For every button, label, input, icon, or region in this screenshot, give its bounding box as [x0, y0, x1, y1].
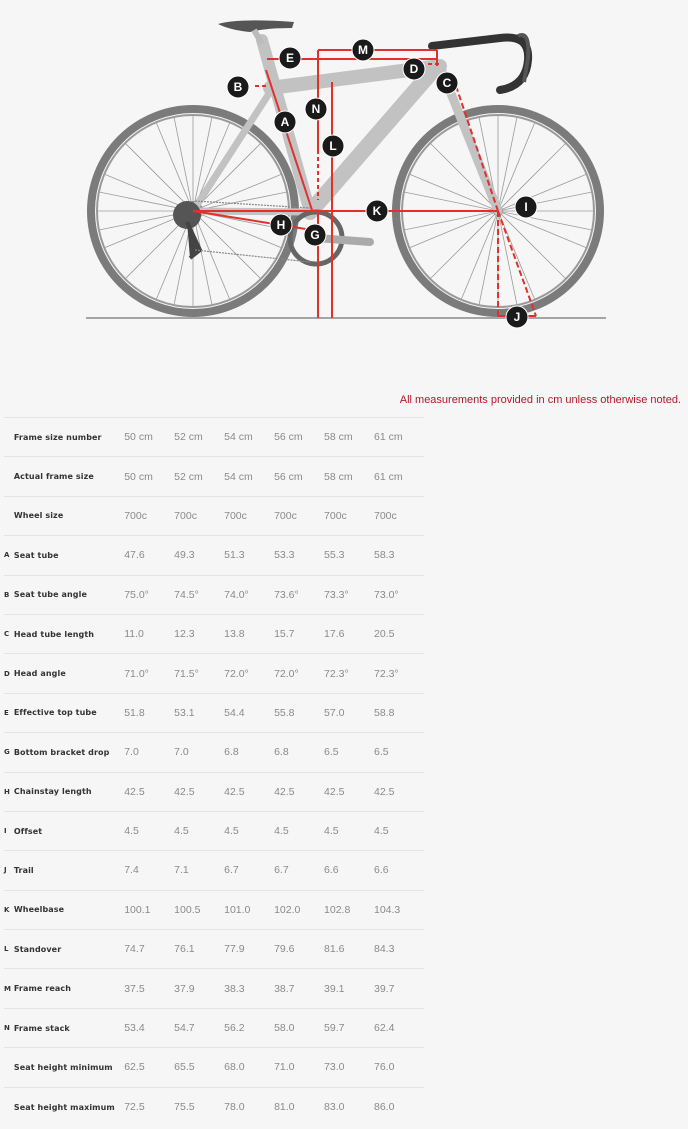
size-value: 81.6 [324, 943, 345, 956]
marker-A [274, 111, 296, 133]
measurement-letter: B [4, 590, 10, 599]
measurement-label: Frame size number [13, 432, 102, 442]
measurement-label: Frame reach [13, 984, 72, 994]
size-value: 86.0 [373, 1101, 395, 1114]
svg-text:E: E [285, 51, 295, 65]
size-value: 58.8 [373, 706, 395, 719]
size-value: 13.8 [224, 628, 245, 641]
table-row [4, 1048, 424, 1087]
measurement-label: Chainstay length [13, 787, 92, 797]
size-value: 72.0° [274, 667, 299, 680]
measurement-letter: N [4, 1024, 10, 1033]
size-value: 6.7 [274, 864, 289, 877]
size-value: 58 cm [324, 431, 353, 444]
measurement-label: Seat height maximum [13, 1102, 115, 1112]
svg-text:K: K [372, 204, 382, 218]
measurement-letter: L [4, 945, 9, 954]
svg-text:B: B [233, 80, 243, 94]
size-value: 68.0 [224, 1061, 245, 1074]
size-value: 17.6 [324, 628, 345, 641]
size-value: 101.0 [224, 903, 251, 916]
size-value: 51.3 [224, 549, 245, 562]
measurement-letter: C [4, 630, 10, 639]
size-value: 100.5 [174, 903, 201, 916]
size-value: 6.6 [373, 864, 389, 877]
size-value: 6.5 [373, 746, 389, 759]
table-row [4, 1087, 424, 1126]
measurement-label: Frame stack [13, 1023, 70, 1033]
size-value: 700c [124, 509, 147, 522]
size-value: 73.0° [373, 588, 399, 601]
size-value: 54.7 [174, 1022, 195, 1035]
marker-E [279, 47, 301, 69]
table-row [4, 969, 424, 1008]
size-value: 81.0 [274, 1101, 295, 1114]
marker-J [506, 306, 528, 328]
svg-text:C: C [442, 76, 452, 90]
size-value: 42.5 [174, 785, 195, 798]
table-row [4, 851, 424, 890]
measurement-label: Standover [13, 944, 62, 954]
size-value: 6.6 [324, 864, 339, 877]
size-value: 50 cm [124, 431, 153, 444]
size-value: 59.7 [324, 1022, 345, 1035]
size-value: 65.5 [174, 1061, 195, 1074]
size-value: 4.5 [174, 825, 189, 838]
size-value: 6.7 [224, 864, 239, 877]
table-row [4, 496, 424, 535]
size-value: 50 cm [124, 470, 153, 483]
table-row [4, 614, 424, 653]
size-value: 42.5 [324, 785, 345, 798]
measurement-letter [4, 457, 14, 496]
size-value: 72.3° [373, 667, 399, 680]
measurement-label: Wheelbase [13, 905, 65, 915]
size-value: 56 cm [274, 470, 303, 483]
size-value: 39.7 [373, 982, 395, 995]
measurement-label: Offset [13, 826, 43, 836]
svg-text:N: N [311, 102, 321, 116]
size-value: 79.6 [274, 943, 295, 956]
size-value: 4.5 [324, 825, 339, 838]
size-value: 53.4 [124, 1022, 145, 1035]
size-value: 700c [373, 509, 397, 522]
size-value: 4.5 [373, 825, 389, 838]
table-row [4, 733, 424, 772]
size-value: 11.0 [124, 628, 144, 641]
size-value: 53.1 [174, 706, 195, 719]
size-value: 54.4 [224, 706, 245, 719]
table-row [4, 418, 424, 457]
measurement-label: Wheel size [13, 511, 64, 521]
size-value: 700c [224, 509, 247, 522]
size-value: 71.5° [174, 667, 199, 680]
size-value: 73.6° [274, 588, 299, 601]
size-value: 84.3 [373, 943, 395, 956]
size-value: 52 cm [174, 470, 203, 483]
svg-text:I: I [524, 200, 528, 214]
size-value: 100.1 [124, 903, 151, 916]
size-value: 78.0 [224, 1101, 245, 1114]
marker-B [227, 76, 249, 98]
table-row [4, 457, 424, 496]
size-value: 49.3 [174, 549, 195, 562]
size-value: 55.3 [324, 549, 345, 562]
measurement-label: Head tube length [13, 629, 95, 639]
measurement-label: Seat tube [13, 550, 59, 560]
svg-text:H: H [276, 218, 286, 232]
size-value: 56.2 [224, 1022, 245, 1035]
size-value: 71.0 [274, 1061, 295, 1074]
table-row [4, 536, 424, 575]
size-value: 4.5 [224, 825, 239, 838]
size-value: 58 cm [324, 470, 353, 483]
svg-text:G: G [310, 228, 320, 242]
size-value: 47.6 [124, 549, 145, 562]
marker-M [352, 39, 374, 61]
marker-K [366, 200, 388, 222]
size-value: 6.5 [324, 746, 339, 759]
size-value: 54 cm [224, 431, 253, 444]
size-value: 12.3 [174, 628, 195, 641]
size-value: 62.4 [373, 1022, 395, 1035]
table-row [4, 575, 424, 614]
measurement-letter [4, 496, 14, 535]
size-value: 6.8 [274, 746, 289, 759]
size-value: 71.0° [124, 667, 149, 680]
size-value: 83.0 [324, 1101, 345, 1114]
marker-I [515, 196, 537, 218]
size-value: 7.0 [174, 746, 189, 759]
measurement-letter: D [4, 669, 10, 678]
measurement-letter: A [4, 551, 10, 560]
measurement-letter [4, 418, 14, 457]
size-value: 42.5 [224, 785, 245, 798]
marker-D [403, 58, 425, 80]
marker-L [322, 135, 344, 157]
size-value: 58.0 [274, 1022, 295, 1035]
size-value: 57.0 [324, 706, 345, 719]
size-value: 51.8 [124, 706, 145, 719]
size-value: 75.5 [174, 1101, 195, 1114]
size-value: 55.8 [274, 706, 295, 719]
size-value: 37.5 [124, 982, 145, 995]
size-value: 42.5 [124, 785, 145, 798]
seatpost [254, 30, 262, 44]
measurement-letter [4, 1048, 14, 1087]
size-value: 700c [324, 509, 347, 522]
size-value: 73.0 [324, 1061, 345, 1074]
size-value: 39.1 [324, 982, 345, 995]
svg-text:J: J [513, 310, 521, 324]
size-value: 38.7 [274, 982, 295, 995]
table-row [4, 654, 424, 693]
svg-text:D: D [409, 62, 419, 76]
measurement-letter: I [4, 827, 7, 836]
measurement-letter: G [4, 748, 10, 757]
size-value: 77.9 [224, 943, 245, 956]
measurement-letter [4, 1087, 14, 1126]
measurement-letter: K [4, 905, 10, 914]
svg-text:L: L [329, 139, 337, 153]
measurement-letter: H [4, 787, 10, 796]
bike-geometry-diagram [0, 0, 688, 350]
marker-C [436, 72, 458, 94]
size-value: 52 cm [174, 431, 203, 444]
size-value: 6.8 [224, 746, 239, 759]
size-value: 62.5 [124, 1061, 145, 1074]
marker-N [305, 98, 327, 120]
size-value: 37.9 [174, 982, 195, 995]
size-value: 700c [174, 509, 197, 522]
size-value: 74.7 [124, 943, 145, 956]
geometry-table [4, 417, 424, 1127]
size-value: 4.5 [274, 825, 289, 838]
measurement-label: Seat height minimum [13, 1062, 113, 1072]
table-row [4, 772, 424, 811]
table-row [4, 693, 424, 732]
size-value: 104.3 [373, 903, 401, 916]
measurement-label: Head angle [13, 669, 66, 679]
svg-text:M: M [358, 43, 368, 57]
size-value: 102.0 [274, 903, 301, 916]
size-value: 74.0° [224, 588, 249, 601]
marker-G [304, 224, 326, 246]
size-value: 74.5° [174, 588, 199, 601]
table-row [4, 930, 424, 969]
size-value: 53.3 [274, 549, 295, 562]
size-value: 72.3° [324, 667, 349, 680]
size-value: 42.5 [274, 785, 295, 798]
size-value: 42.5 [373, 785, 395, 798]
table-row [4, 890, 424, 929]
marker-H [270, 214, 292, 236]
size-value: 61 cm [373, 431, 403, 444]
size-value: 76.1 [174, 943, 195, 956]
size-value: 700c [274, 509, 297, 522]
size-value: 76.0 [373, 1061, 395, 1074]
measurement-letter: E [4, 708, 9, 717]
size-value: 20.5 [373, 628, 395, 641]
size-value: 54 cm [224, 470, 253, 483]
size-value: 7.4 [124, 864, 139, 877]
measurement-label: Effective top tube [13, 708, 97, 718]
size-value: 58.3 [373, 549, 395, 562]
size-value: 61 cm [373, 470, 403, 483]
svg-text:A: A [280, 115, 290, 129]
table-row [4, 811, 424, 850]
measurement-letter: M [4, 984, 11, 993]
size-value: 38.3 [224, 982, 245, 995]
size-value: 15.7 [274, 628, 295, 641]
size-value: 56 cm [274, 431, 303, 444]
size-value: 72.5 [124, 1101, 145, 1114]
measurement-label: Seat tube angle [13, 590, 87, 600]
units-note: All measurements provided in cm unless otherwise noted. [399, 394, 681, 406]
measurement-label: Bottom bracket drop [13, 747, 110, 757]
size-value: 72.0° [224, 667, 249, 680]
table-row [4, 1008, 424, 1047]
measurement-label: Actual frame size [13, 472, 94, 482]
size-value: 73.3° [324, 588, 349, 601]
size-value: 7.0 [124, 746, 139, 759]
size-value: 102.8 [324, 903, 351, 916]
size-value: 75.0° [124, 588, 149, 601]
size-value: 4.5 [124, 825, 139, 838]
size-value: 7.1 [174, 864, 189, 877]
measurement-label: Trail [13, 865, 34, 875]
derailleur [187, 222, 200, 258]
measurement-letter: J [4, 866, 7, 875]
